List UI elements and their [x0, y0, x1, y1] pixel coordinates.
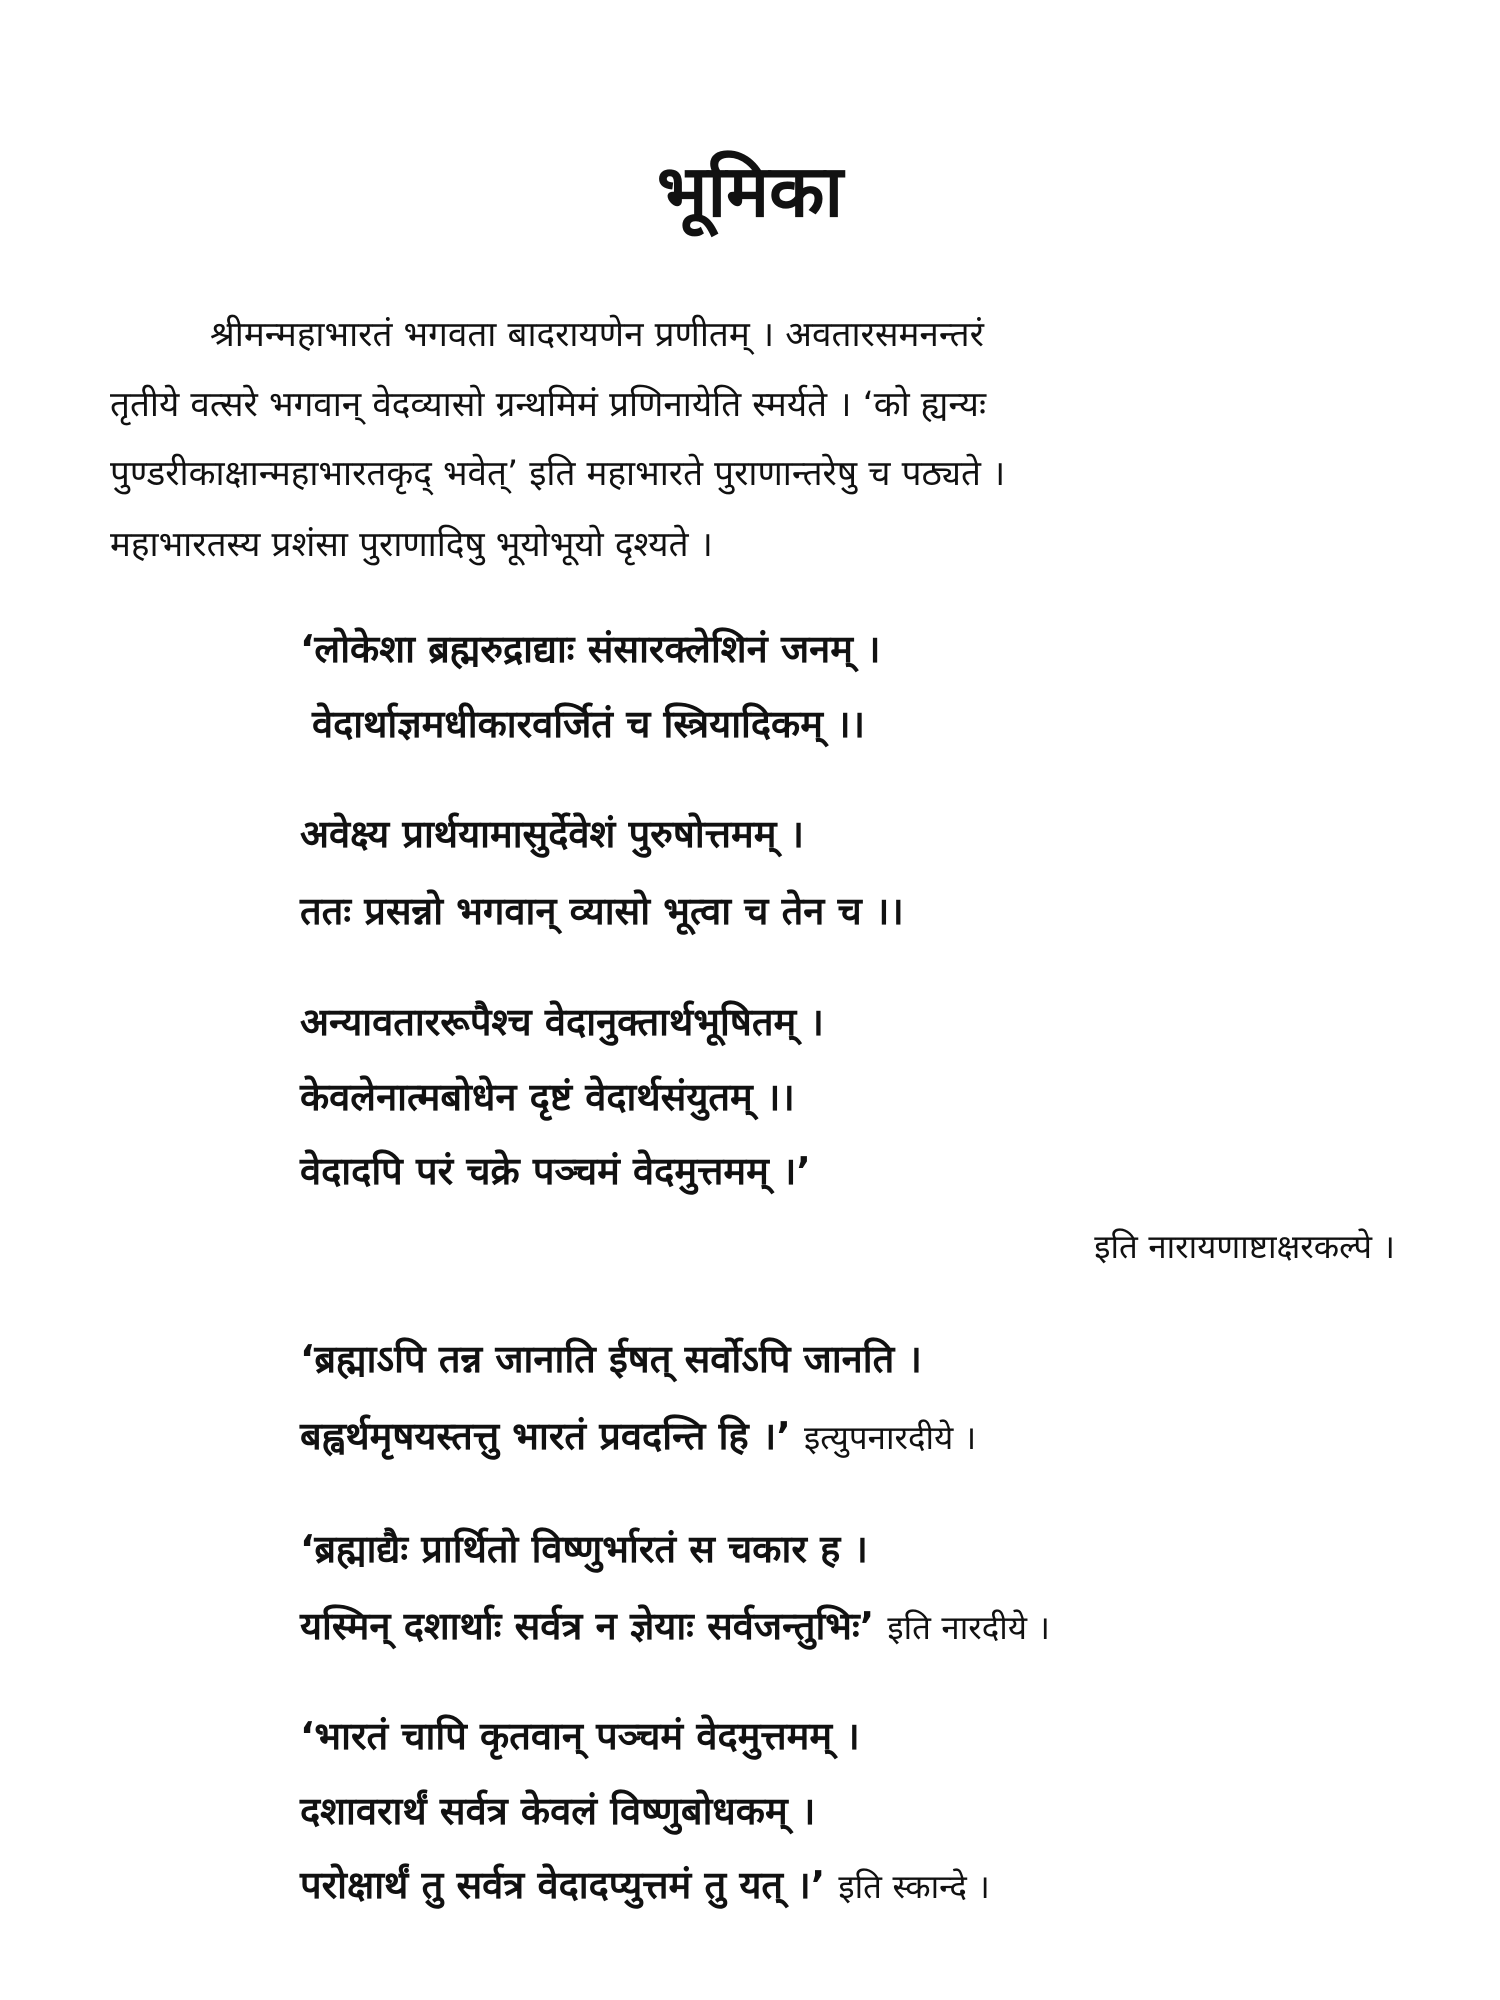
verse-line: अवेक्ष्य प्रार्थयामासुर्देवेशं पुरुषोत्तमम् । [300, 812, 805, 856]
verse-text: बह्वर्थमृषयस्तत्तु भारतं प्रवदन्ति हि ।’ [300, 1414, 791, 1458]
page-title: भूमिका [656, 149, 844, 233]
intro-line: पुण्डरीकाक्षान्महाभारतकृद् भवेत्’ इति महाभारते पुराणान्तरेषु च पठ्यते । [110, 454, 1006, 494]
verse-line: ‘भारतं चापि कृतवान् पञ्चमं वेदमुत्तमम् । [300, 1714, 860, 1758]
verse-line [300, 1414, 977, 1458]
verse-line: वेदार्थाज्ञमधीकारवर्जितं च स्त्रियादिकम् ।। [312, 702, 865, 746]
verse-line: अन्यावतार‍रूपैश्च वेदानुक्तार्थभूषितम् । [300, 1000, 824, 1044]
source-attribution: इति नारायणाष्टाक्षरकल्पे । [1094, 1227, 1395, 1266]
intro-line: तृतीये वत्सरे भगवान् वेदव्यासो ग्रन्थमिमं प्रणिनायेति स्मर्यते । ‘को ह्यन्यः [110, 385, 987, 425]
source-attribution: इति स्कान्दे । [838, 1867, 990, 1906]
verse-line [300, 1604, 1050, 1648]
verse-text: यस्मिन् दशार्थाः सर्वत्र न ज्ञेयाः सर्वजन्तुभिः’ [300, 1604, 875, 1648]
verse-line: ‘लोकेशा ब्रह्मरुद्राद्याः संसारक्लेशिनं जनम् । [300, 627, 881, 671]
verse-line: ततः प्रसन्नो भगवान् व्यासो भूत्वा च तेन च ।। [300, 889, 904, 933]
verse-line: ‘ब्रह्माद्यैः प्रार्थितो विष्णुर्भारतं स चकार ह । [300, 1527, 868, 1571]
verse-text: परोक्षार्थं तु सर्वत्र वेदादप्युत्तमं तु यत् ।’ [300, 1863, 826, 1907]
verse-line: वेदादपि परं चक्रे पञ्चमं वेदमुत्तमम् ।’ [300, 1149, 811, 1193]
intro-line: श्रीमन्महाभारतं भगवता बादरायणेन प्रणीतम् । अवतारसमनन्तरं [210, 315, 984, 355]
source-attribution: इत्युपनारदीये । [804, 1418, 977, 1457]
verse-line: दशावरार्थं सर्वत्र केवलं विष्णुबोधकम् । [300, 1789, 816, 1833]
verse-line [300, 1863, 990, 1907]
source-attribution: इति नारदीये । [887, 1608, 1050, 1647]
verse-line: ‘ब्रह्माऽपि तन्न जानाति ईषत् सर्वोऽपि जानति । [300, 1337, 922, 1381]
intro-line: महाभारतस्य प्रशंसा पुराणादिषु भूयोभूयो दृश्यते । [110, 525, 713, 565]
verse-line: केवलेनात्मबोधेन दृष्टं वेदार्थसंयुतम् ।। [300, 1075, 795, 1119]
